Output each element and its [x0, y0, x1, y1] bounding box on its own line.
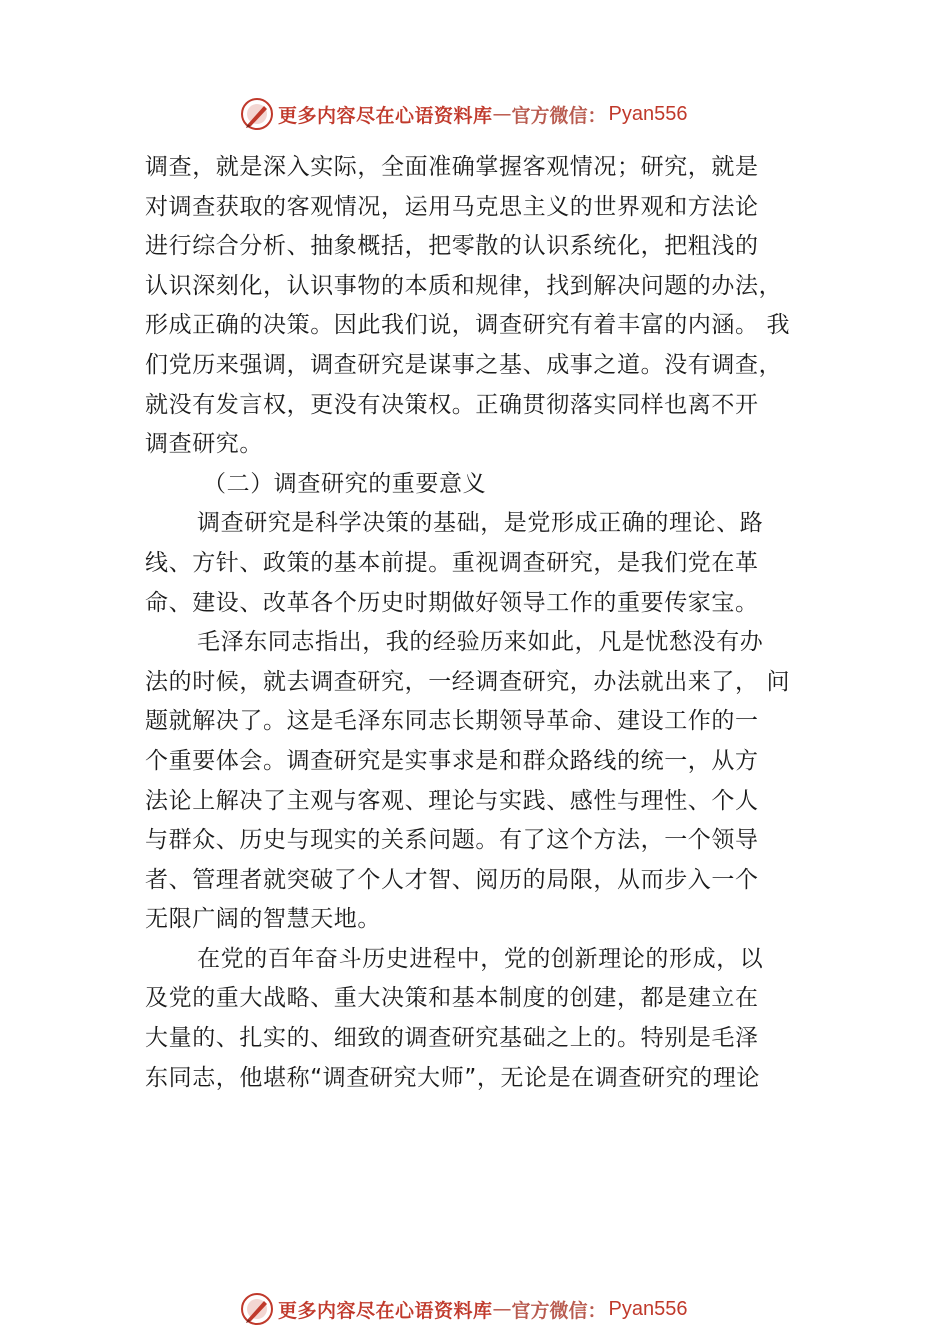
watermark-title: 更多内容尽在心语资料库 — [278, 1299, 493, 1322]
text-line: 对调查获取的客观情况，运用马克思主义的世界观和方法论 — [145, 193, 759, 220]
text-line: 无限广阔的智慧天地。 — [145, 906, 381, 933]
text-line: 法论上解决了主观与客观、理论与实践、感性与理性、个人 — [145, 787, 759, 814]
text-line: 就没有发言权，更没有决策权。正确贯彻落实同样也离不开 — [145, 391, 759, 418]
header-watermark — [240, 96, 688, 132]
text-line: 认识深刻化，认识事物的本质和规律，找到解决问题的办法， — [145, 272, 783, 299]
watermark-label: 官方微信： — [511, 104, 607, 127]
watermark-wechat-id: Pyan556 — [608, 102, 688, 125]
pen-logo-icon — [240, 1292, 274, 1326]
text-line: 及党的重大战略、重大决策和基本制度的创建，都是建立在 — [145, 985, 759, 1012]
text-line: 调查研究。 — [145, 431, 263, 458]
text-line: 者、管理者就突破了个人才智、阅历的局限，从而步入一个 — [145, 866, 759, 893]
paragraph-start: 在党的百年奋斗历史进程中，党的创新理论的形成，以 — [197, 945, 764, 972]
watermark-wechat-id: Pyan556 — [608, 1297, 688, 1320]
text-line: 命、建设、改革各个历史时期做好领导工作的重要传家宝。 — [145, 589, 759, 616]
text-line: 题就解决了。这是毛泽东同志长期领导革命、建设工作的一 — [145, 708, 759, 735]
paragraph-start: 调查研究是科学决策的基础，是党形成正确的理论、路 — [197, 510, 764, 537]
text-line: 线、方针、政策的基本前提。重视调查研究，是我们党在革 — [145, 549, 759, 576]
pen-logo-icon — [240, 97, 274, 131]
document-body — [145, 148, 825, 1098]
text-line: 个重要体会。调查研究是实事求是和群众路线的统一，从方 — [145, 747, 759, 774]
watermark-dash: — — [492, 1298, 512, 1320]
watermark-label: 官方微信： — [511, 1299, 607, 1322]
text-line: 法的时候，就去调查研究，一经调查研究，办法就出来了， 问 — [145, 668, 791, 695]
text-line: 们党历来强调，调查研究是谋事之基、成事之道。没有调查， — [145, 351, 783, 378]
section-heading: （二）调查研究的重要意义 — [203, 470, 487, 497]
watermark-dash: — — [492, 103, 512, 125]
paragraph-start: 毛泽东同志指出，我的经验历来如此，凡是忧愁没有办 — [197, 629, 764, 656]
text-line: 大量的、扎实的、细致的调查研究基础之上的。特别是毛泽 — [145, 1025, 759, 1052]
text-line: 与群众、历史与现实的关系问题。有了这个方法，一个领导 — [145, 827, 759, 854]
text-line: 形成正确的决策。因此我们说，调查研究有着丰富的内涵。 我 — [145, 312, 791, 339]
footer-watermark — [240, 1291, 688, 1327]
text-line: 东同志，他堪称“调查研究大师”，无论是在调查研究的理论 — [145, 1064, 761, 1091]
text-line: 进行综合分析、抽象概括，把零散的认识系统化，把粗浅的 — [145, 233, 759, 260]
watermark-title: 更多内容尽在心语资料库 — [278, 104, 493, 127]
text-line: 调查，就是深入实际，全面准确掌握客观情况；研究，就是 — [145, 154, 759, 180]
